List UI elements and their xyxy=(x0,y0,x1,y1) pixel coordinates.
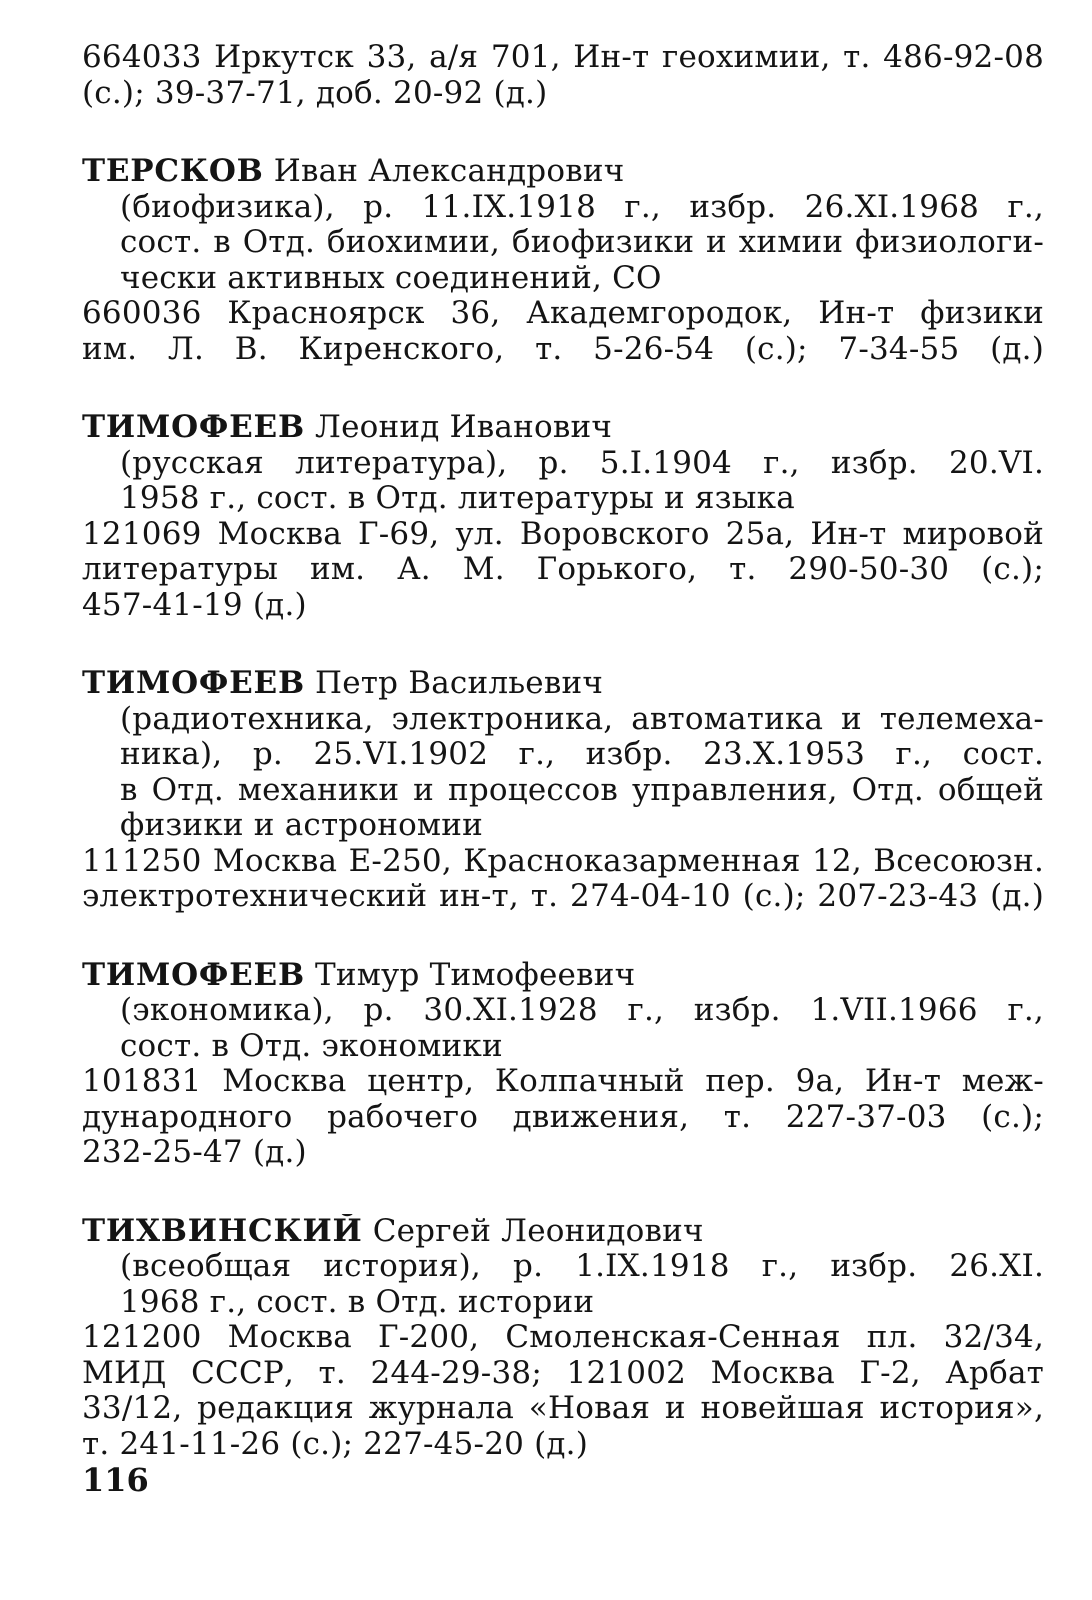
address-line: 121200 Москва Г-200, Смоленская-Сенная пл. 32/34, xyxy=(82,1320,1044,1355)
details-line: физики и астрономии xyxy=(120,808,483,843)
entry-gap xyxy=(82,367,1044,410)
entry-gap xyxy=(82,623,1044,666)
details-line: 1958 г., сост. в Отд. литературы и языка xyxy=(120,481,795,516)
address-line: 660036 Красноярск 36, Академгородок, Ин-т физики xyxy=(82,296,1044,331)
details-line: (радиотехника, электроника, автоматика и телемеха- xyxy=(120,701,1044,737)
entry-heading xyxy=(82,410,1044,446)
address-line: (с.); 39-37-71, доб. 20-92 (д.) xyxy=(82,75,548,111)
address-line: дународного рабочего движения, т. 227-37-03 (с.); xyxy=(82,1099,1044,1135)
surname: ТИМОФЕЕВ xyxy=(82,666,305,701)
address-line: 232-25-47 (д.) xyxy=(82,1135,307,1170)
details-line: (экономика), р. 30.XI.1928 г., избр. 1.VII.1966 г., xyxy=(120,993,1044,1028)
details-line: (всеобщая история), р. 1.IX.1918 г., избр. 26.XI. xyxy=(120,1249,1044,1284)
entry-tikhvinsky xyxy=(82,1214,1044,1463)
details-line: 1968 г., сост. в Отд. истории xyxy=(120,1284,595,1320)
surname: ТИМОФЕЕВ xyxy=(82,410,305,445)
address-line: электротехнический ин-т, т. 274-04-10 (с.); 207-23-43 (д.) xyxy=(82,879,1044,914)
entry-gap xyxy=(82,111,1044,154)
given-names: Петр Васильевич xyxy=(304,666,604,701)
address-line: 121069 Москва Г-69, ул. Воровского 25а, Ин-т мировой xyxy=(82,516,1044,552)
entry-heading xyxy=(82,666,1044,702)
entry-gap xyxy=(82,915,1044,958)
directory-page xyxy=(82,40,1044,1462)
entry-heading xyxy=(82,958,1044,994)
details-line: сост. в Отд. экономики xyxy=(120,1028,503,1064)
surname: ТИМОФЕЕВ xyxy=(82,957,305,993)
address-line: 33/12, редакция журнала «Новая и новейшая история», xyxy=(82,1391,1044,1426)
entry-timofeev-timur xyxy=(82,958,1044,1171)
address-line: 101831 Москва центр, Колпачный пер. 9а, Ин-т меж- xyxy=(82,1064,1044,1099)
address-line: 457-41-19 (д.) xyxy=(82,587,307,623)
given-names: Леонид Иванович xyxy=(304,410,613,445)
entry-timofeev-leonid xyxy=(82,410,1044,623)
details-line: (биофизика), р. 11.IX.1918 г., избр. 26.XI.1968 г., xyxy=(120,189,1044,225)
address-line: т. 241-11-26 (с.); 227-45-20 (д.) xyxy=(82,1426,589,1462)
surname: ТИХВИНСКИЙ xyxy=(82,1213,363,1249)
address-line: МИД СССР, т. 244-29-38; 121002 Москва Г-2, Арбат xyxy=(82,1355,1044,1391)
entry-heading xyxy=(82,1214,1044,1250)
address-line: 111250 Москва Е-250, Красноказарменная 12, Всесоюзн. xyxy=(82,843,1044,879)
given-names: Тимур Тимофеевич xyxy=(304,957,636,993)
address-line: им. Л. В. Киренского, т. 5-26-54 (с.); 7-34-55 (д.) xyxy=(82,331,1044,367)
entry-gap xyxy=(82,1171,1044,1214)
surname: ТЕРСКОВ xyxy=(82,154,264,189)
page-number: 116 xyxy=(82,1461,149,1499)
entry-timofeev-petr xyxy=(82,666,1044,915)
entry-terskov xyxy=(82,154,1044,367)
entry-heading xyxy=(82,154,1044,190)
given-names: Иван Александрович xyxy=(263,154,625,189)
details-line: в Отд. механики и процессов управления, Отд. общей xyxy=(120,772,1044,808)
address-line: 664033 Иркутск 33, а/я 701, Ин-т геохимии, т. 486-92-08 xyxy=(82,40,1044,75)
address-line: литературы им. А. М. Горького, т. 290-50-30 (с.); xyxy=(82,552,1044,587)
details-line: чески активных соединений, СО xyxy=(120,260,662,296)
given-names: Сергей Леонидович xyxy=(362,1213,704,1249)
details-line: сост. в Отд. биохимии, биофизики и химии физиологи- xyxy=(120,225,1044,260)
continued-entry xyxy=(82,40,1044,111)
details-line: ника), р. 25.VI.1902 г., избр. 23.X.1953 г., сост. xyxy=(120,737,1044,772)
details-line: (русская литература), р. 5.I.1904 г., избр. 20.VI. xyxy=(120,445,1044,481)
